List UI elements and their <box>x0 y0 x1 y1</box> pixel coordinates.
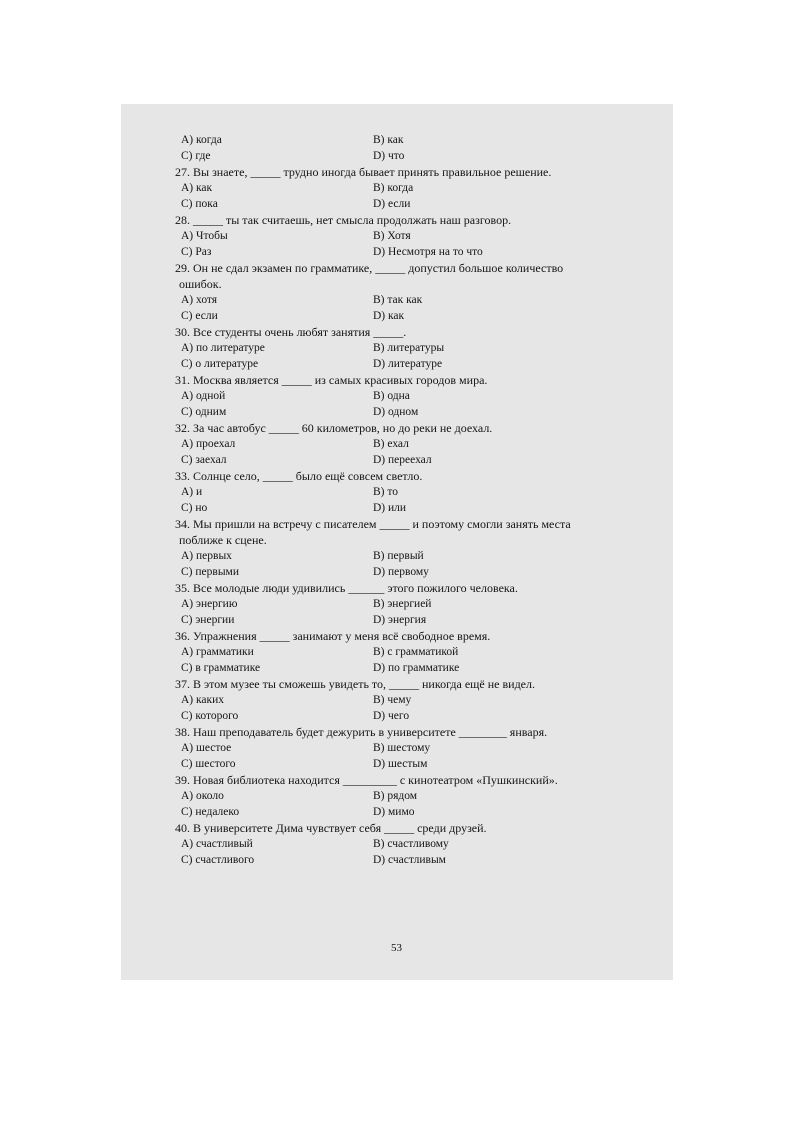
option-c: C) первыми <box>181 566 239 578</box>
option-b: B) шестому <box>373 742 431 754</box>
question-30 <box>175 324 575 372</box>
option-b: B) ехал <box>373 438 409 450</box>
question-text: 28. _____ ты так считаешь, нет смысла продолжать наш разговор. <box>175 213 512 227</box>
option-a: A) хотя <box>181 294 218 306</box>
question-35 <box>175 580 575 628</box>
question-28 <box>175 212 575 260</box>
question-32 <box>175 420 575 468</box>
option-d: D) как <box>373 310 405 322</box>
question-text: 30. Все студенты очень любят занятия _____. <box>175 325 407 339</box>
option-c: C) о литературе <box>181 358 259 370</box>
option-c: C) пока <box>181 198 218 210</box>
question-text: 29. Он не сдал экзамен по грамматике, _____ допустил большое количество <box>175 261 564 275</box>
option-d: D) чего <box>373 710 410 722</box>
question-36 <box>175 628 575 676</box>
option-d: D) первому <box>373 566 429 578</box>
option-b: B) Хотя <box>373 230 411 242</box>
question-33 <box>175 468 575 516</box>
option-a: A) каких <box>181 694 225 706</box>
option-c: C) энергии <box>181 614 235 626</box>
option-a: A) около <box>181 790 224 802</box>
question-text: 34. Мы пришли на встречу с писателем _____ и поэтому смогли занять места <box>175 517 571 531</box>
question-29 <box>175 260 575 324</box>
option-c: C) где <box>181 150 211 162</box>
option-a: A) шестое <box>181 742 232 754</box>
question-34 <box>175 516 575 580</box>
option-d: D) если <box>373 198 411 210</box>
option-a: A) энергию <box>181 598 238 610</box>
option-b: B) первый <box>373 550 424 562</box>
option-a: A) Чтобы <box>181 230 228 242</box>
option-a: A) одной <box>181 390 226 402</box>
option-a: A) когда <box>181 134 222 146</box>
question-text: 37. В этом музее ты сможешь увидеть то, _____ никогда ещё не видел. <box>175 677 535 691</box>
question-37 <box>175 676 575 724</box>
option-b: B) так как <box>373 294 423 306</box>
option-c: C) одним <box>181 406 227 418</box>
option-d: D) или <box>373 502 407 514</box>
option-d: D) шестым <box>373 758 428 770</box>
question-text: 35. Все молодые люди удивились ______ этого пожилого человека. <box>175 581 518 595</box>
option-d: D) Несмотря на то что <box>373 246 483 258</box>
option-b: B) литературы <box>373 342 445 354</box>
question-38 <box>175 724 575 772</box>
option-c: C) заехал <box>181 454 227 466</box>
question-26-options <box>175 132 575 164</box>
question-text: 38. Наш преподаватель будет дежурить в университете ________ января. <box>175 725 548 739</box>
question-text: 31. Москва является _____ из самых красивых городов мира. <box>175 373 488 387</box>
option-b: B) с грамматикой <box>373 646 459 658</box>
question-text-continued: поближе к сцене. <box>179 533 267 547</box>
question-text-continued: ошибок. <box>179 277 222 291</box>
option-b: B) энергией <box>373 598 432 610</box>
option-a: A) первых <box>181 550 232 562</box>
option-a: A) грамматики <box>181 646 254 658</box>
option-c: C) Раз <box>181 246 212 258</box>
option-d: D) переехал <box>373 454 432 466</box>
option-c: C) которого <box>181 710 239 722</box>
option-b: B) одна <box>373 390 410 402</box>
option-a: A) проехал <box>181 438 236 450</box>
option-d: D) одном <box>373 406 419 418</box>
option-c: C) если <box>181 310 218 322</box>
option-a: A) и <box>181 486 203 498</box>
question-39 <box>175 772 575 820</box>
option-c: C) недалеко <box>181 806 240 818</box>
option-a: A) счастливый <box>181 838 253 850</box>
question-text: 33. Солнце село, _____ было ещё совсем светло. <box>175 469 423 483</box>
page-number: 53 <box>391 942 402 954</box>
question-text: 39. Новая библиотека находится _________ с кинотеатром «Пушкинский». <box>175 773 558 787</box>
question-31 <box>175 372 575 420</box>
option-c: C) в грамматике <box>181 662 261 674</box>
question-text: 40. В университете Дима чувствует себя _____ среди друзей. <box>175 821 487 835</box>
option-d: D) счастливым <box>373 854 446 866</box>
option-b: B) счастливому <box>373 838 449 850</box>
option-c: C) шестого <box>181 758 236 770</box>
option-b: B) то <box>373 486 398 498</box>
option-d: D) по грамматике <box>373 662 460 674</box>
question-27 <box>175 164 575 212</box>
option-b: B) рядом <box>373 790 418 802</box>
option-c: C) но <box>181 502 208 514</box>
option-b: B) чему <box>373 694 412 706</box>
question-text: 27. Вы знаете, _____ трудно иногда бывает принять правильное решение. <box>175 165 552 179</box>
option-d: D) что <box>373 150 405 162</box>
question-40 <box>175 820 575 868</box>
scanned-page <box>121 104 673 980</box>
question-list <box>175 132 575 868</box>
option-d: D) энергия <box>373 614 427 626</box>
option-d: D) литературе <box>373 358 443 370</box>
option-a: A) как <box>181 182 213 194</box>
question-text: 36. Упражнения _____ занимают у меня всё свободное время. <box>175 629 491 643</box>
option-b: B) когда <box>373 182 414 194</box>
question-text: 32. За час автобус _____ 60 километров, но до реки не доехал. <box>175 421 493 435</box>
option-b: B) как <box>373 134 404 146</box>
option-a: A) по литературе <box>181 342 265 354</box>
option-d: D) мимо <box>373 806 415 818</box>
option-c: C) счастливого <box>181 854 255 866</box>
